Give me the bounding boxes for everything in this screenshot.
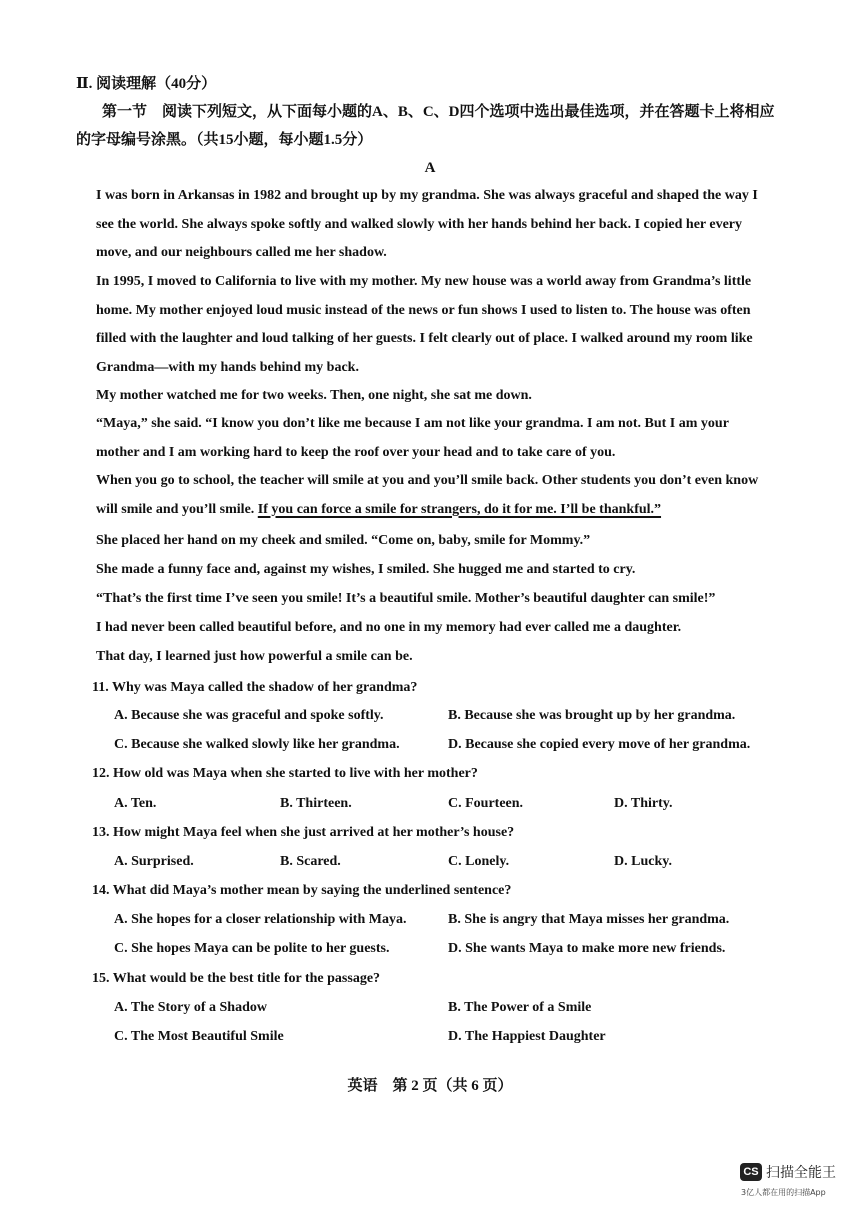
- passage-paragraph-9: I had never been called beautiful before, and no one in my memory had ever called me a daughter.: [96, 620, 682, 635]
- question-15-option-d[interactable]: D. The Happiest Daughter: [448, 1029, 606, 1044]
- passage-paragraph-3: My mother watched me for two weeks. Then, one night, she sat me down.: [96, 388, 532, 403]
- question-14-option-b[interactable]: B. She is angry that Maya misses her grandma.: [448, 912, 730, 927]
- question-15-option-a[interactable]: A. The Story of a Shadow: [114, 1000, 267, 1015]
- question-13-option-d[interactable]: D. Lucky.: [614, 854, 672, 869]
- scanner-tagline: 3亿人都在用的扫描App: [741, 1188, 826, 1197]
- question-11-option-a[interactable]: A. Because she was graceful and spoke softly.: [114, 708, 384, 723]
- scanner-logo-icon: CS: [740, 1163, 762, 1181]
- question-14-option-d[interactable]: D. She wants Maya to make more new friends.: [448, 941, 726, 956]
- section-instruction: 第一节 阅读下列短文，从下面每小题的A、B、C、D四个选项中选出最佳选项，并在答题卡上将相应的字母编号涂黑。（共15小题，每小题1.5分）: [76, 104, 775, 148]
- passage-paragraph-2: [96, 268, 772, 382]
- question-13-option-a[interactable]: A. Surprised.: [114, 854, 194, 869]
- question-14-option-a[interactable]: A. She hopes for a closer relationship with Maya.: [114, 912, 407, 927]
- passage-paragraph-8: “That’s the first time I’ve seen you smile! It’s a beautiful smile. Mother’s beautiful daughter can smile!”: [96, 591, 716, 606]
- question-11-option-c[interactable]: C. Because she walked slowly like her grandma.: [114, 737, 400, 752]
- passage-label: A: [424, 160, 436, 176]
- section-title: Ⅱ. 阅读理解（40分）: [76, 76, 217, 92]
- question-11-option-d[interactable]: D. Because she copied every move of her grandma.: [448, 737, 751, 752]
- question-13-option-b[interactable]: B. Scared.: [280, 854, 341, 869]
- question-12-stem: 12. How old was Maya when she started to live with her mother?: [92, 766, 478, 781]
- question-14-stem: 14. What did Maya’s mother mean by saying the underlined sentence?: [92, 883, 512, 898]
- passage-paragraph-10: That day, I learned just how powerful a smile can be.: [96, 649, 413, 664]
- question-12-option-a[interactable]: A. Ten.: [114, 796, 157, 811]
- paragraph-text: When you go to school, the teacher will smile at you and you’ll smile back. Other students you don’t even know will smile and you’ll smile.: [96, 473, 759, 517]
- page-footer: 英语 第 2 页（共 6 页）: [347, 1078, 513, 1094]
- passage-paragraph-4: “Maya,” she said. “I know you don’t like me because I am not like your grandma. I am not. But I am your mother and I am working hard to keep the roof over your head and to take care of you.: [96, 416, 729, 460]
- paragraph-text: In 1995, I moved to California to live with my mother. My new house was a world away from Grandma’s little home. My mother enjoyed loud music instead of the news or fun shows I used to listen to. The house was often filled with the laughter and loud talking of her guests. I felt clearly out of place. I walked around my room like Grandma—with my hands behind my back.: [96, 274, 753, 375]
- question-12-option-b[interactable]: B. Thirteen.: [280, 796, 352, 811]
- underlined-sentence: If you can force a smile for strangers, do it for me. I’ll be thankful.”: [257, 501, 662, 517]
- question-13-option-c[interactable]: C. Lonely.: [448, 854, 510, 869]
- passage-paragraph-1: [96, 182, 772, 268]
- question-13-stem: 13. How might Maya feel when she just arrived at her mother’s house?: [92, 825, 515, 840]
- scanner-app-name: 扫描全能王: [766, 1165, 836, 1181]
- passage-paragraph-6: She placed her hand on my cheek and smiled. “Come on, baby, smile for Mommy.”: [96, 533, 591, 548]
- question-14-option-c[interactable]: C. She hopes Maya can be polite to her guests.: [114, 941, 390, 956]
- paragraph-text: I was born in Arkansas in 1982 and brought up by my grandma. She was always graceful and shaped the way I see the world. She always spoke softly and walked slowly with her hands behind her back. I copied her every move, and our neighbours called me her shadow.: [96, 188, 758, 260]
- question-15-stem: 15. What would be the best title for the passage?: [92, 971, 381, 986]
- question-11-stem: 11. Why was Maya called the shadow of her grandma?: [92, 680, 418, 695]
- scanner-watermark: [740, 1162, 836, 1182]
- question-12-option-d[interactable]: D. Thirty.: [614, 796, 673, 811]
- question-15-option-c[interactable]: C. The Most Beautiful Smile: [114, 1029, 284, 1044]
- question-11-option-b[interactable]: B. Because she was brought up by her grandma.: [448, 708, 736, 723]
- passage-paragraph-5: [96, 467, 772, 524]
- passage-paragraph-7: She made a funny face and, against my wishes, I smiled. She hugged me and started to cry.: [96, 562, 636, 577]
- question-15-option-b[interactable]: B. The Power of a Smile: [448, 1000, 592, 1015]
- question-12-option-c[interactable]: C. Fourteen.: [448, 796, 524, 811]
